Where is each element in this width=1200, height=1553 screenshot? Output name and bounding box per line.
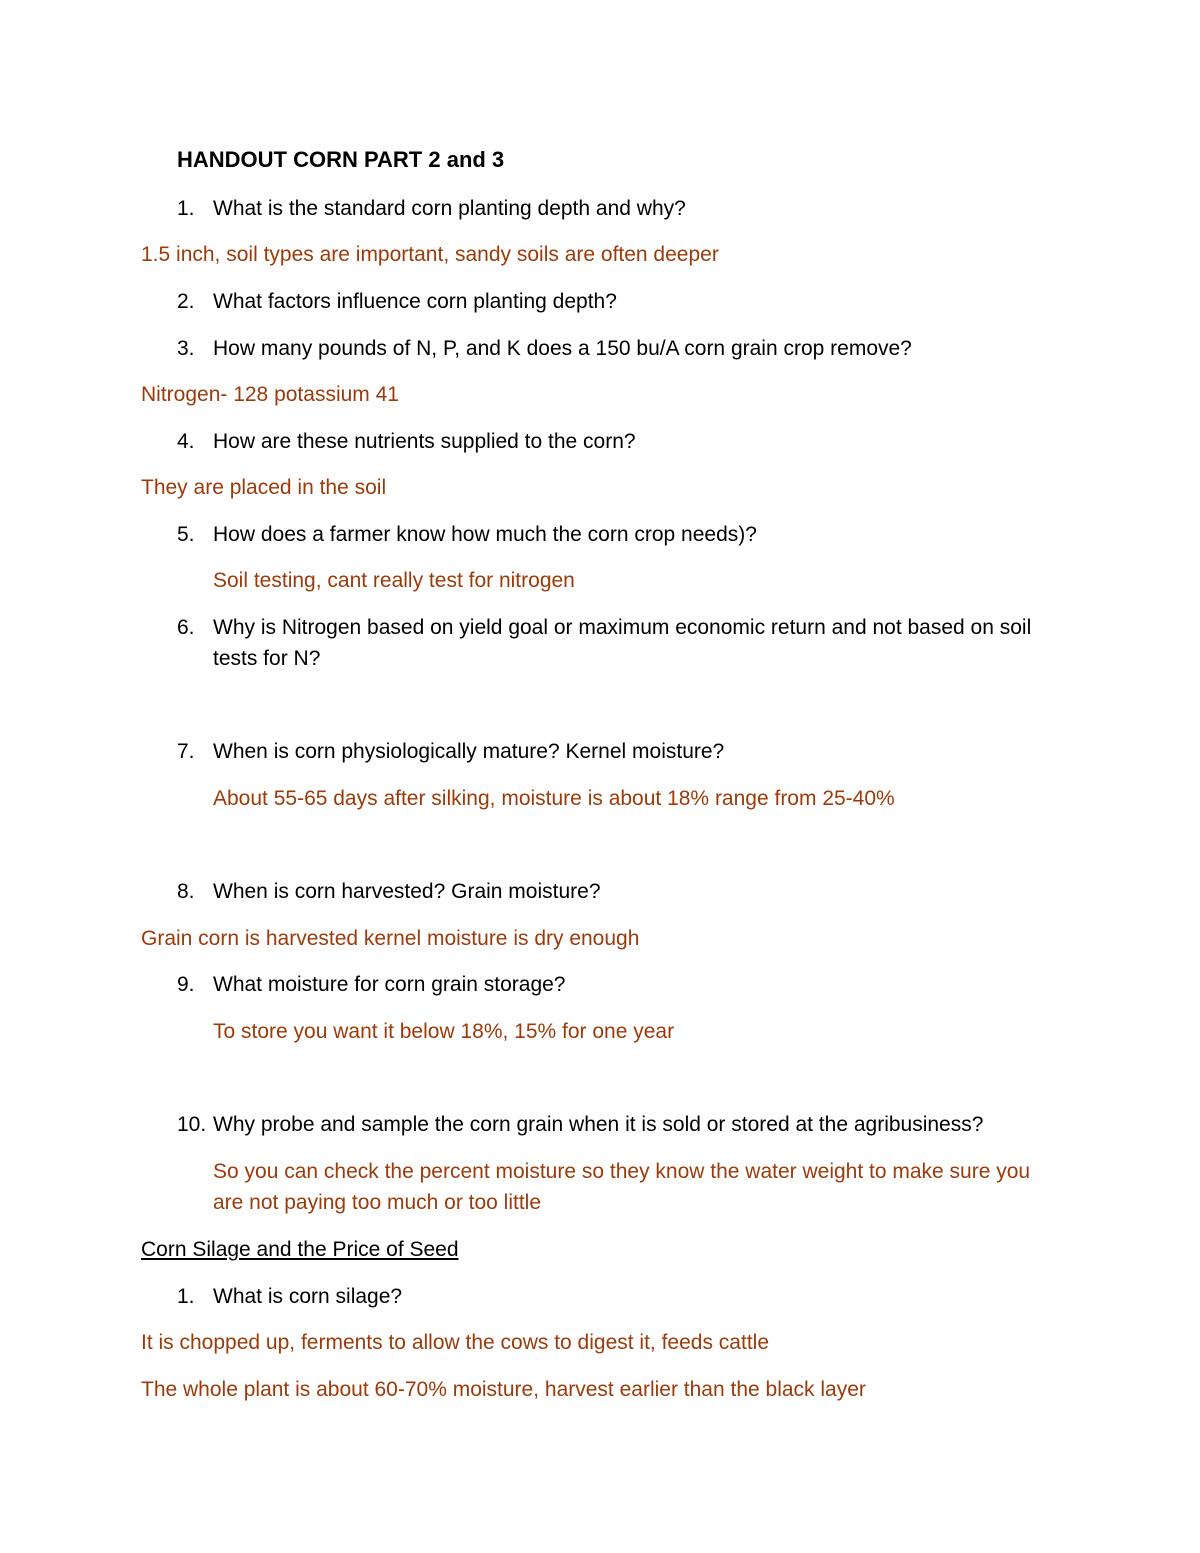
question-1 — [177, 194, 686, 224]
question-4 — [177, 427, 636, 457]
answer-4: They are placed in the soil — [141, 476, 387, 499]
question-number: 3. — [177, 337, 195, 360]
question-2 — [177, 287, 617, 317]
question-number: 8. — [177, 880, 195, 903]
question-number: 5. — [177, 523, 195, 546]
answer-10: So you can check the percent moisture so they know the water weight to make sure you — [213, 1160, 1031, 1183]
answer-5: Soil testing, cant really test for nitrogen — [213, 569, 575, 592]
question-number: 1. — [177, 197, 195, 220]
question-text: Why probe and sample the corn grain when it is sold or stored at the agribusiness? — [213, 1113, 984, 1136]
question-text: How does a farmer know how much the corn crop needs)? — [213, 523, 757, 546]
answer-10-continued: are not paying too much or too little — [213, 1191, 542, 1214]
answer-8: Grain corn is harvested kernel moisture is dry enough — [141, 927, 640, 950]
answer-1: 1.5 inch, soil types are important, sandy soils are often deeper — [141, 243, 719, 266]
question-10 — [177, 1110, 983, 1140]
silage-answer-1b: The whole plant is about 60-70% moisture, harvest earlier than the black layer — [141, 1378, 866, 1401]
answer-9: To store you want it below 18%, 15% for one year — [213, 1020, 675, 1043]
question-number: 10. — [177, 1113, 207, 1136]
question-number: 4. — [177, 430, 195, 453]
silage-answer-1a: It is chopped up, ferments to allow the cows to digest it, feeds cattle — [141, 1331, 770, 1354]
question-number: 1. — [177, 1285, 195, 1308]
question-number: 6. — [177, 616, 195, 639]
silage-question-1 — [177, 1282, 402, 1312]
question-text: When is corn harvested? Grain moisture? — [213, 880, 601, 903]
question-text: What is the standard corn planting depth and why? — [213, 197, 686, 220]
question-text: What factors influence corn planting depth? — [213, 290, 617, 313]
answer-7: About 55-65 days after silking, moisture is about 18% range from 25-40% — [213, 787, 895, 810]
question-6-continued: tests for N? — [213, 647, 321, 670]
question-text: What moisture for corn grain storage? — [213, 973, 566, 996]
question-number: 2. — [177, 290, 195, 313]
question-text: How many pounds of N, P, and K does a 150 bu/A corn grain crop remove? — [213, 337, 912, 360]
question-text: What is corn silage? — [213, 1285, 403, 1308]
question-8 — [177, 877, 601, 907]
question-text: How are these nutrients supplied to the corn? — [213, 430, 636, 453]
question-7 — [177, 737, 724, 767]
page-title: HANDOUT CORN PART 2 and 3 — [177, 147, 505, 172]
section-heading: Corn Silage and the Price of Seed — [141, 1238, 459, 1261]
answer-3: Nitrogen- 128 potassium 41 — [141, 383, 399, 406]
question-number: 9. — [177, 973, 195, 996]
question-3 — [177, 334, 912, 364]
question-text: When is corn physiologically mature? Kernel moisture? — [213, 740, 725, 763]
question-number: 7. — [177, 740, 195, 763]
question-9 — [177, 970, 566, 1000]
question-5 — [177, 520, 757, 550]
question-text: Why is Nitrogen based on yield goal or maximum economic return and not based on soil — [213, 616, 1032, 639]
question-6 — [177, 613, 1031, 643]
